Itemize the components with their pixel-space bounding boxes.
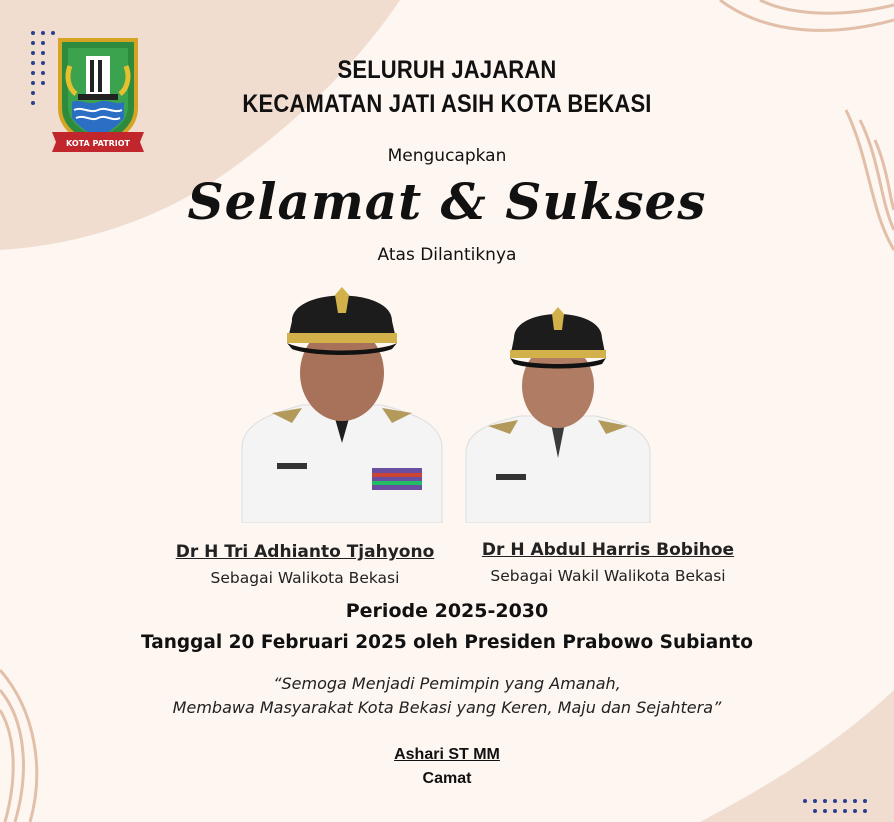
inauguration-date: Tanggal 20 Februari 2025 oleh Presiden Prabowo Subianto: [141, 632, 753, 653]
portrait-walikota: [232, 273, 452, 523]
official-2-name: Dr H Abdul Harris Bobihoe: [481, 540, 735, 560]
quote-line-2: Membawa Masyarakat Kota Bekasi yang Keren, Maju dan Sejahtera”: [172, 698, 722, 717]
greeting-intro: Mengucapkan: [387, 146, 507, 166]
greeting-outro: Atas Dilantiknya: [377, 245, 517, 265]
term-period: Periode 2025-2030: [345, 600, 549, 622]
header-line-2: KECAMATAN JATI ASIH KOTA BEKASI: [242, 90, 652, 118]
signatory-title: Camat: [422, 770, 472, 787]
official-2-role: Sebagai Wakil Walikota Bekasi: [490, 567, 726, 585]
portrait-wakil-walikota: [458, 298, 658, 523]
greeting-headline: Selamat & Sukses: [187, 172, 707, 231]
quote-line-1: “Semoga Menjadi Pemimpin yang Amanah,: [273, 674, 621, 693]
header-line-1: SELURUH JAJARAN: [337, 56, 557, 84]
emblem-banner-text: KOTA PATRIOT: [65, 139, 131, 148]
signatory-name: Ashari ST MM: [394, 746, 500, 763]
dot-pattern-bottom-right: [800, 796, 890, 822]
official-1-name: Dr H Tri Adhianto Tjahyono: [175, 542, 435, 562]
official-1-role: Sebagai Walikota Bekasi: [210, 569, 400, 587]
